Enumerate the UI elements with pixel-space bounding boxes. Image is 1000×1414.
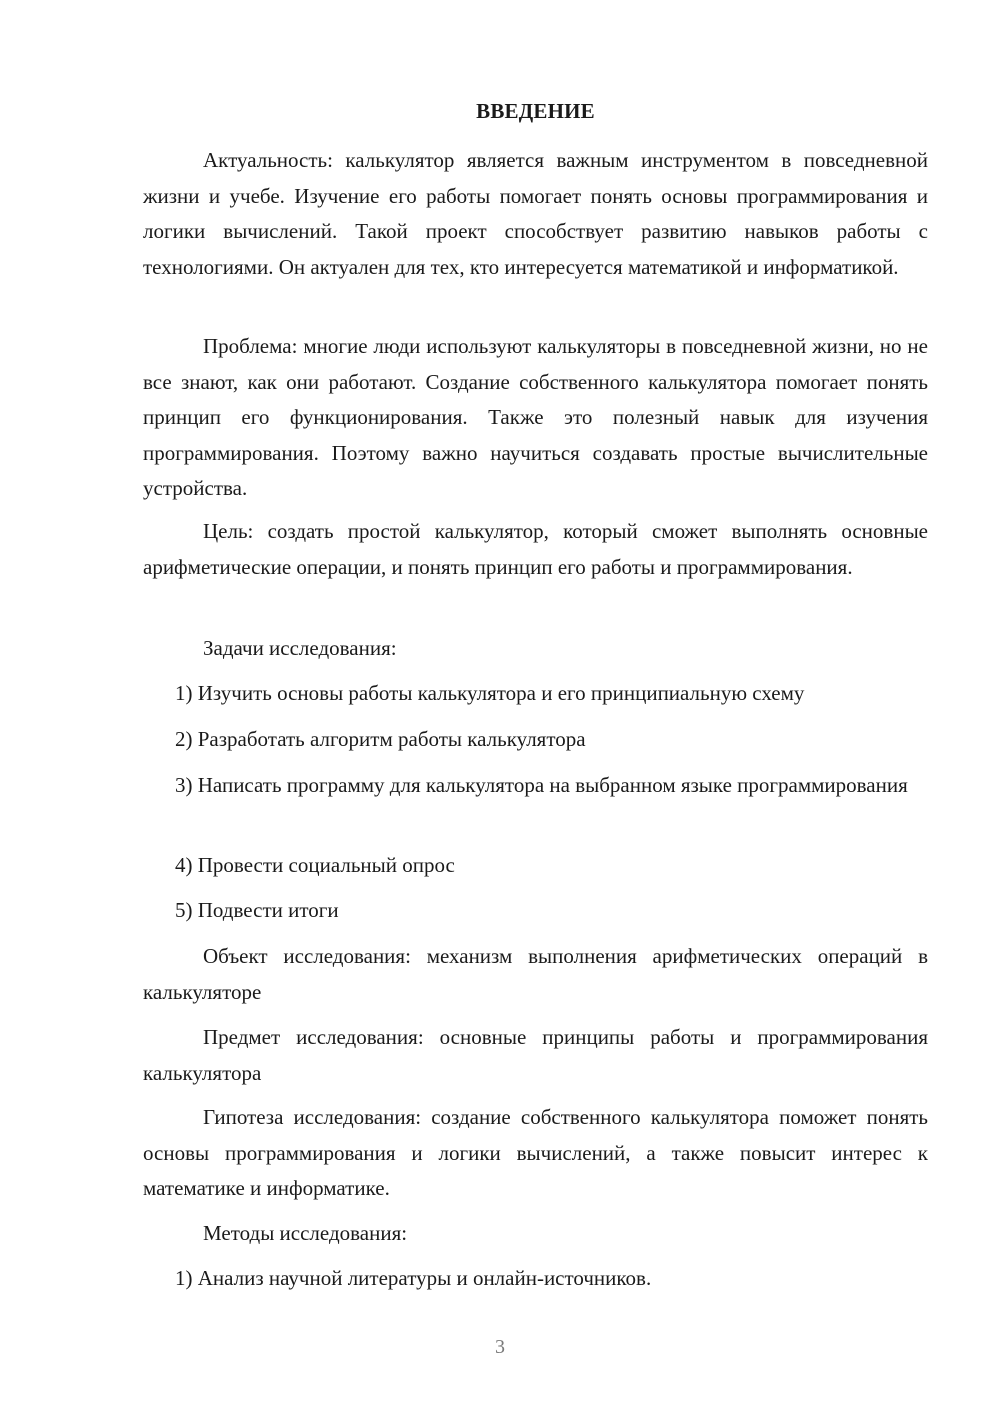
methods-heading: Методы исследования: (203, 1221, 408, 1245)
paragraph-subject: Предмет исследования: основные принципы работы и программирования калькулятора (143, 1025, 928, 1085)
task-item-1: 1) Изучить основы работы калькулятора и его принципиальную схему (175, 681, 805, 705)
paragraph-object: Объект исследования: механизм выполнения арифметических операций в калькуляторе (143, 944, 928, 1004)
page-number: 3 (495, 1336, 505, 1358)
paragraph-problem: Проблема: многие люди используют калькуляторы в повседневной жизни, но не все знают, как они работают. Создание собственного калькулятора помогает понять принцип его функционирования. Также это полезный навык для изучения программирования. Поэтому важно научиться создавать простые вычислительные устройства. (143, 334, 928, 500)
paragraph-goal: Цель: создать простой калькулятор, который сможет выполнять основные арифметические операции, и понять принцип его работы и программирования. (143, 519, 928, 579)
paragraph-hypothesis: Гипотеза исследования: создание собственного калькулятора поможет понять основы программирования и логики вычислений, а также повысит интерес к математике и информатике. (143, 1105, 928, 1200)
tasks-heading: Задачи исследования: (203, 636, 397, 660)
method-item-1: 1) Анализ научной литературы и онлайн-источников. (175, 1266, 652, 1290)
task-item-3: 3) Написать программу для калькулятора на выбранном языке программирования (175, 773, 908, 797)
section-title: ВВЕДЕНИЕ (476, 99, 595, 123)
task-item-2: 2) Разработать алгоритм работы калькулятора (175, 727, 586, 751)
task-item-5: 5) Подвести итоги (175, 898, 339, 922)
task-item-4: 4) Провести социальный опрос (175, 853, 455, 877)
paragraph-relevance: Актуальность: калькулятор является важным инструментом в повседневной жизни и учебе. Изучение его работы помогает понять основы программирования и логики вычислений. Такой проект способствует развитию навыков работы с технологиями. Он актуален для тех, кто интересуется математикой и информатикой. (143, 148, 928, 279)
